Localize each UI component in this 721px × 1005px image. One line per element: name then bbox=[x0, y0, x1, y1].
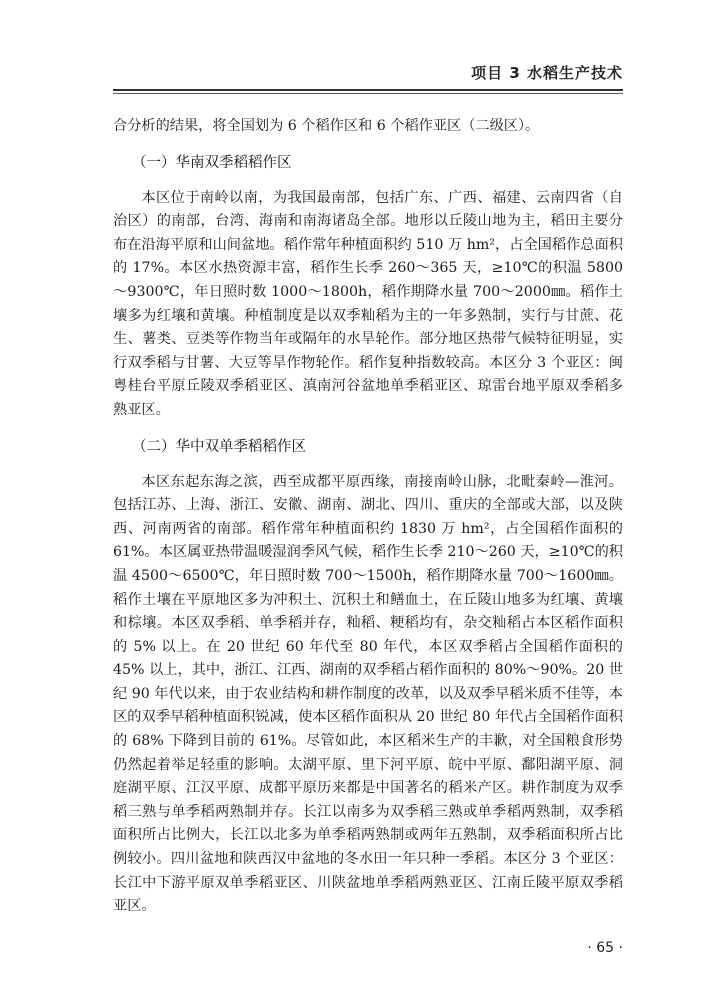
page-number: · 65 · bbox=[587, 940, 623, 956]
section-heading-central-china: （二）华中双单季稻稻作区 bbox=[132, 438, 306, 455]
intro-paragraph: 合分析的结果，将全国划为 6 个稻作区和 6 个稻作亚区（二级区）。 bbox=[113, 118, 540, 134]
section-heading-south-china: （一）华南双季稻稻作区 bbox=[132, 154, 292, 171]
running-title: 项目 3 水稻生产技术 bbox=[471, 64, 623, 82]
section-paragraph-south-china: 本区位于南岭以南，为我国最南部，包括广东、广西、福建、云南四省（自治区）的南部，台湾、海南和南海诸岛全部。地形以丘陵山地为主，稻田主要分布在沿海平原和山间盆地。稻作常年种植面积约 510 万 hm²，占全国稻作总面积的 17%。本区水热资源丰富，稻作生长季 260～365 天，≥10℃的积温 5800～9300℃，年日照时数 1000～1800h，稻作期降水量 700～2000㎜。稻作土壤多为红壤和黄壤。种植制度是以双季籼稻为主的一年多熟制，实行与甘蔗、花生、薯类、豆类等作物当年或隔年的水旱轮作。部分地区热带气候特征明显，实行双季稻与甘薯、大豆等旱作物轮作。稻作复种指数较高。本区分 3 个亚区：闽粤桂台平原丘陵双季稻亚区、滇南河谷盆地单季稻亚区、琼雷台地平原双季稻多熟亚区。 bbox=[113, 189, 623, 418]
section-paragraph-central-china: 本区东起东海之滨，西至成都平原西缘，南接南岭山脉，北毗秦岭—淮河。包括江苏、上海、浙江、安徽、湖南、湖北、四川、重庆的全部或大部，以及陕西、河南两省的南部。稻作常年种植面积约 1830 万 hm²，占全国稻作面积的 61%。本区属亚热带温暖湿润季风气候，稻作生长季 210～260 天，≥10℃的积温 4500～6500℃，年日照时数 700～1500h，稻作期降水量 700～1600㎜。稻作土壤在平原地区多为冲积土、沉积土和鳝血土，在丘陵山地多为红壤、黄壤和棕壤。本区双季稻、单季稻并存，籼稻、粳稻均有，杂交籼稻占本区稻作面积的 5% 以上。在 20 世纪 60 年代至 80 年代，本区双季稻占全国稻作面积的 45% 以上，其中，浙江、江西、湖南的双季稻占稻作面积的 80%～90%。20 世纪 90 年代以来，由于农业结构和耕作制度的改革，以及双季早稻米质不佳等，本区的双季早稻种植面积锐减，使本区稻作面积从 20 世纪 80 年代占全国稻作面积的 68% 下降到目前的 61%。尽管如此，本区稻米生产的丰歉，对全国粮食形势仍然起着举足轻重的影响。太湖平原、里下河平原、皖中平原、鄱阳湖平原、洞庭湖平原、江汉平原、成都平原历来都是中国著名的稻米产区。耕作制度为双季稻三熟与单季稻两熟制并存。长江以南多为双季稻三熟或单季稻两熟制，双季稻面积所占比例大，长江以北多为单季稻两熟制或两年五熟制，双季稻面积所占比例较小。四川盆地和陕西汉中盆地的冬水田一年只种一季稻。本区分 3 个亚区：长江中下游平原双单季稻亚区、川陕盆地单季稻两熟亚区、江南丘陵平原双季稻亚区。 bbox=[113, 473, 623, 915]
header-rule-thin bbox=[113, 93, 623, 94]
page-body bbox=[113, 115, 623, 919]
running-header bbox=[113, 60, 623, 84]
header-rule bbox=[113, 89, 623, 91]
